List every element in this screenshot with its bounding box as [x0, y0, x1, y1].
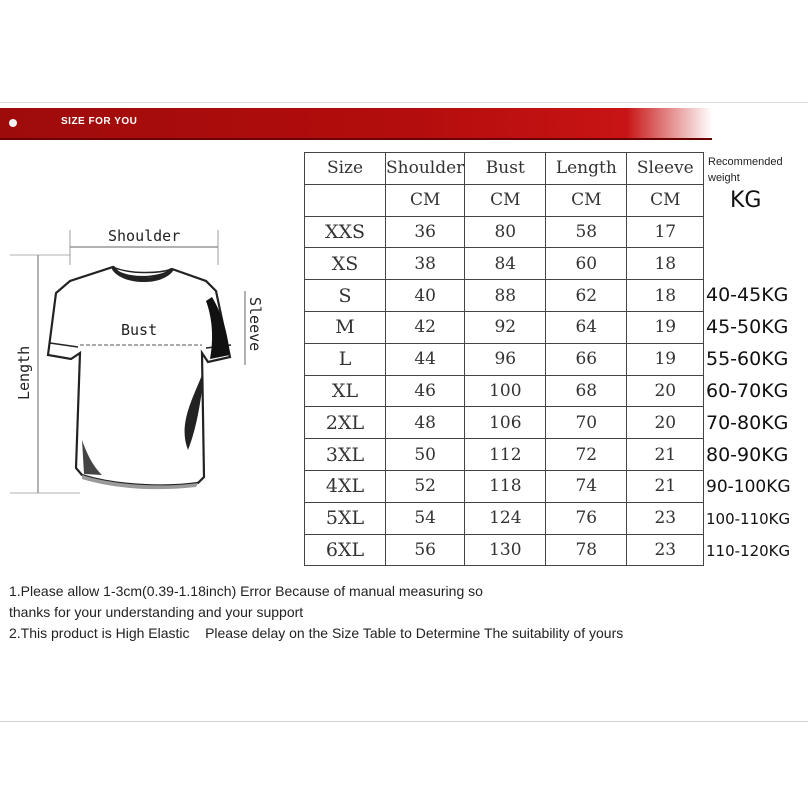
measurement-cell: 40 [386, 280, 465, 312]
column-header: Sleeve [627, 153, 704, 185]
weight-value: 45-50KG [706, 316, 789, 338]
measurement-cell: 56 [386, 534, 465, 566]
size-cell: 2XL [305, 407, 386, 439]
top-divider [0, 102, 808, 103]
unit-cell: CM [386, 184, 465, 216]
table-row [305, 343, 704, 375]
column-header: Length [546, 153, 627, 185]
measurement-cell: 96 [465, 343, 546, 375]
measurement-cell: 112 [465, 439, 546, 471]
bullet-icon [9, 119, 17, 127]
size-chart-table [304, 152, 704, 566]
measurement-cell: 88 [465, 280, 546, 312]
column-header: Shoulder [386, 153, 465, 185]
table-header-row [305, 153, 704, 185]
measurement-cell: 19 [627, 311, 704, 343]
note-line: thanks for your understanding and your support [9, 604, 304, 620]
measurement-cell: 92 [465, 311, 546, 343]
note-line: 1.Please allow 1-3cm(0.39-1.18inch) Error Because of manual measuring so [9, 583, 483, 599]
measurement-cell: 18 [627, 248, 704, 280]
measurement-cell: 48 [386, 407, 465, 439]
measurement-cell: 42 [386, 311, 465, 343]
measurement-cell: 17 [627, 216, 704, 248]
table-row [305, 470, 704, 502]
bust-label: Bust [121, 321, 158, 339]
table-row [305, 280, 704, 312]
measurement-cell: 68 [546, 375, 627, 407]
measurement-cell: 124 [465, 502, 546, 534]
column-header: Size [305, 153, 386, 185]
measurement-cell: 36 [386, 216, 465, 248]
measurement-cell: 46 [386, 375, 465, 407]
measurement-cell: 23 [627, 502, 704, 534]
weight-value: 110-120KG [706, 542, 791, 560]
size-cell: XL [305, 375, 386, 407]
table-row [305, 248, 704, 280]
table-unit-row [305, 184, 704, 216]
table-row [305, 216, 704, 248]
measurement-cell: 23 [627, 534, 704, 566]
measurement-cell: 66 [546, 343, 627, 375]
measurement-cell: 60 [546, 248, 627, 280]
banner-title: SIZE FOR YOU [61, 116, 138, 127]
column-header: Bust [465, 153, 546, 185]
measurement-cell: 84 [465, 248, 546, 280]
table-row [305, 375, 704, 407]
unit-cell: CM [546, 184, 627, 216]
length-label: Length [15, 345, 33, 400]
size-cell: S [305, 280, 386, 312]
measurement-cell: 130 [465, 534, 546, 566]
measurement-cell: 50 [386, 439, 465, 471]
measurement-cell: 44 [386, 343, 465, 375]
notes [9, 581, 623, 644]
section-banner [0, 108, 712, 140]
size-cell: 4XL [305, 470, 386, 502]
measurement-cell: 80 [465, 216, 546, 248]
weight-unit-label: KG [730, 188, 762, 213]
measurement-cell: 20 [627, 407, 704, 439]
recommended-weight-label: Recommended weight [708, 156, 783, 184]
table-row [305, 407, 704, 439]
unit-cell: CM [465, 184, 546, 216]
shoulder-label: Shoulder [108, 227, 181, 245]
measurement-cell: 58 [546, 216, 627, 248]
measurement-cell: 78 [546, 534, 627, 566]
note-line: 2.This product is High Elastic Please delay on the Size Table to Determine The suitability of yours [9, 625, 624, 641]
measurement-cell: 76 [546, 502, 627, 534]
size-cell: XS [305, 248, 386, 280]
measurement-cell: 21 [627, 470, 704, 502]
table-row [305, 534, 704, 566]
weight-value: 70-80KG [706, 412, 789, 434]
bottom-divider [0, 721, 808, 722]
measurement-cell: 19 [627, 343, 704, 375]
sleeve-label: Sleeve [246, 297, 264, 352]
weight-value: 100-110KG [706, 510, 791, 528]
measurement-cell: 38 [386, 248, 465, 280]
measurement-cell: 54 [386, 502, 465, 534]
weight-value: 60-70KG [706, 380, 789, 402]
measurement-cell: 52 [386, 470, 465, 502]
tshirt-measurement-diagram [10, 225, 285, 500]
size-cell: 3XL [305, 439, 386, 471]
measurement-cell: 20 [627, 375, 704, 407]
weight-value: 90-100KG [706, 477, 791, 497]
size-cell: 5XL [305, 502, 386, 534]
size-cell: 6XL [305, 534, 386, 566]
measurement-cell: 118 [465, 470, 546, 502]
weight-value: 40-45KG [706, 284, 789, 306]
measurement-cell: 64 [546, 311, 627, 343]
measurement-cell: 21 [627, 439, 704, 471]
measurement-cell: 106 [465, 407, 546, 439]
measurement-cell: 70 [546, 407, 627, 439]
weight-value: 55-60KG [706, 348, 789, 370]
measurement-cell: 100 [465, 375, 546, 407]
table-row [305, 502, 704, 534]
table-row [305, 311, 704, 343]
size-cell: L [305, 343, 386, 375]
weight-value: 80-90KG [706, 444, 789, 466]
size-cell: M [305, 311, 386, 343]
measurement-cell: 18 [627, 280, 704, 312]
table-row [305, 439, 704, 471]
measurement-cell: 74 [546, 470, 627, 502]
unit-cell [305, 184, 386, 216]
unit-cell: CM [627, 184, 704, 216]
size-cell: XXS [305, 216, 386, 248]
measurement-cell: 72 [546, 439, 627, 471]
measurement-cell: 62 [546, 280, 627, 312]
